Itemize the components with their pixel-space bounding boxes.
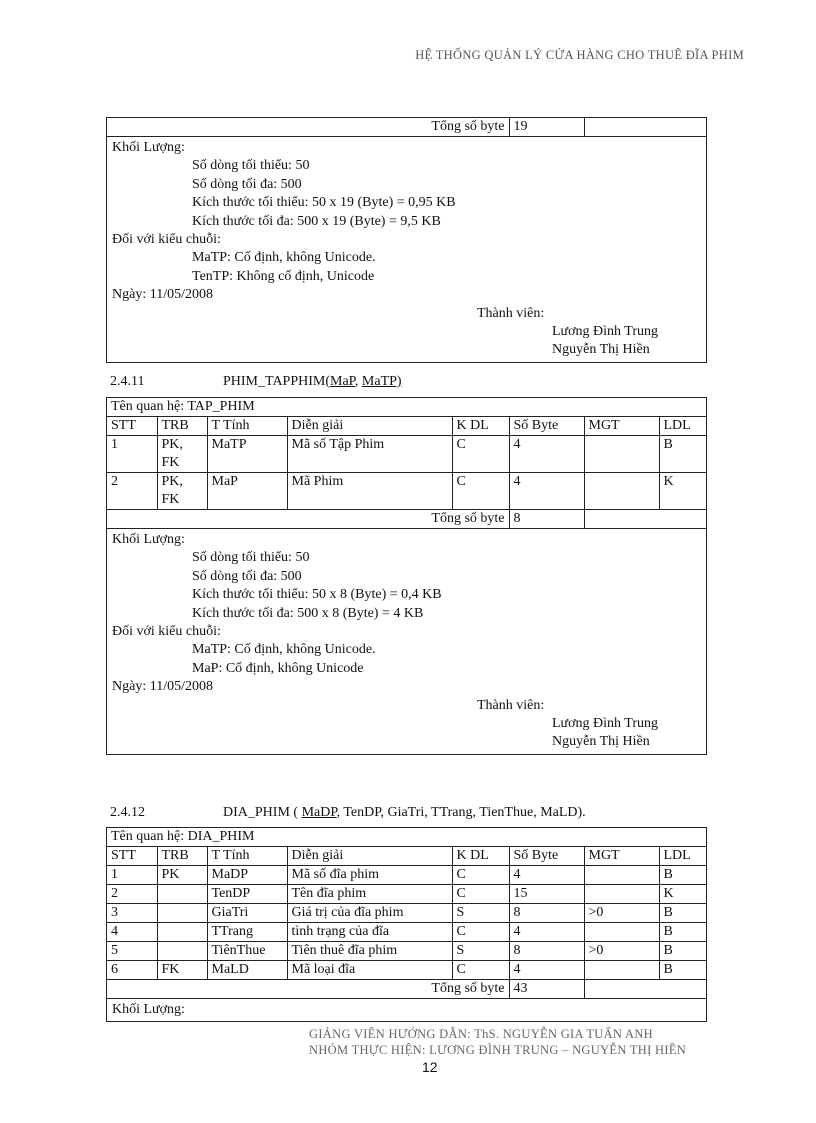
- string-types-title: Đối với kiểu chuỗi:: [112, 624, 221, 640]
- volume-title: Khối Lượng:: [112, 532, 185, 547]
- min-rows: Số dòng tối thiểu: 50: [192, 550, 310, 566]
- member-1: Lương Đình Trung: [552, 716, 659, 732]
- member-2: Nguyễn Thị Hiền: [552, 734, 650, 750]
- footer-team: NHÓM THỰC HIỆN: LƯƠNG ĐÌNH TRUNG – NGUYỄN THỊ HIỀN: [309, 1043, 687, 1057]
- table-row: 3 GiaTri Giá trị của đĩa phim S 8 >0 B: [107, 904, 706, 923]
- date: Ngày: 11/05/2008: [112, 287, 213, 303]
- date: Ngày: 11/05/2008: [112, 679, 213, 695]
- total-value: 19: [509, 118, 584, 137]
- table-row: 4 TTrang tình trạng của đĩa C 4 B: [107, 923, 706, 942]
- volume-section: [107, 999, 706, 1021]
- table-row: 1 PK MaDP Mã số đĩa phim C 4 B: [107, 866, 706, 885]
- relation-name: Tên quan hệ: DIA_PHIM: [107, 828, 706, 847]
- section-number: 2.4.11: [110, 374, 145, 389]
- attribute-table: [107, 847, 706, 980]
- total-row: [107, 118, 706, 137]
- member-2: Nguyễn Thị Hiền: [552, 342, 650, 358]
- table-row: 6 FK MaLD Mã loại đĩa C 4 B: [107, 961, 706, 980]
- min-rows: Số dòng tối thiểu: 50: [192, 158, 310, 174]
- volume-section: [107, 529, 706, 754]
- section-attrs: , TenDP, GiaTri, TTrang, TienThue, MaLD).: [336, 805, 586, 820]
- min-size: Kích thước tối thiểu: 50 x 8 (Byte) = 0,4 KB: [192, 587, 442, 603]
- table-tap-phim: [106, 397, 707, 755]
- volume-title: Khối Lượng:: [112, 1002, 185, 1017]
- member-1: Lương Đình Trung: [552, 324, 659, 340]
- string-type-2: TenTP: Không cố định, Unicode: [192, 268, 375, 284]
- max-size: Kích thước tối đa: 500 x 8 (Byte) = 4 KB: [192, 605, 424, 621]
- total-label: Tổng số byte: [107, 980, 509, 999]
- members-label: Thành viên:: [477, 697, 545, 713]
- relation-name: Tên quan hệ: TAP_PHIM: [107, 398, 706, 417]
- total-bytes-table: [107, 980, 706, 999]
- table-row: 2 PK, FK MaP Mã Phim C 4 K: [107, 473, 706, 510]
- key-1: MaP: [330, 374, 355, 389]
- header-row: STT TRB T Tính Diễn giải K DL Số Byte MGT LDL: [107, 417, 706, 436]
- total-row: [107, 510, 706, 529]
- total-value: 8: [509, 510, 584, 529]
- total-label: Tổng số byte: [107, 510, 509, 529]
- table-row: 1 PK, FK MaTP Mã số Tập Phim C 4 B: [107, 436, 706, 473]
- table-row: 5 TiênThue Tiên thuê đĩa phim S 8 >0 B: [107, 942, 706, 961]
- max-rows: Số dòng tối đa: 500: [192, 568, 302, 584]
- section-heading-2-4-12: [110, 805, 586, 821]
- section-name: PHIM_TAPPHIM(: [223, 374, 331, 389]
- header-row: STT TRB T Tính Diễn giải K DL Số Byte MGT LDL: [107, 847, 706, 866]
- table-dia-phim: [106, 827, 707, 1022]
- total-value: 43: [509, 980, 584, 999]
- volume-title: Khối Lượng:: [112, 140, 185, 155]
- string-types-title: Đối với kiểu chuỗi:: [112, 232, 221, 248]
- section-number: 2.4.12: [110, 805, 145, 820]
- max-size: Kích thước tối đa: 500 x 19 (Byte) = 9,5 KB: [192, 213, 441, 229]
- attribute-table: [107, 417, 706, 510]
- total-row: [107, 980, 706, 999]
- string-type-2: MaP: Cố định, không Unicode: [192, 660, 364, 676]
- table-row: 2 TenDP Tên đĩa phim C 15 K: [107, 885, 706, 904]
- string-type-1: MaTP: Cố định, không Unicode.: [192, 250, 376, 266]
- total-label: Tổng số byte: [107, 118, 509, 137]
- footer-advisor: GIẢNG VIÊN HƯỚNG DẪN: ThS. NGUYỄN GIA TUẤN ANH: [309, 1027, 653, 1041]
- page-number: 12: [422, 1059, 438, 1075]
- members-label: Thành viên:: [477, 305, 545, 321]
- key-2: MaTP): [361, 374, 402, 389]
- key-1: MaDP: [301, 805, 337, 820]
- page-header: HỆ THỐNG QUẢN LÝ CỬA HÀNG CHO THUÊ ĐĨA PHIM: [415, 48, 744, 62]
- total-bytes-table: [107, 118, 706, 137]
- volume-section: [107, 137, 706, 362]
- table-continuation: [106, 117, 707, 363]
- section-name: DIA_PHIM (: [223, 805, 302, 820]
- section-heading-2-4-11: 2.4.11 PHIM_TAPPHIM(MaP, MaTP): [110, 374, 402, 389]
- max-rows: Số dòng tối đa: 500: [192, 176, 302, 192]
- min-size: Kích thước tối thiểu: 50 x 19 (Byte) = 0,95 KB: [192, 195, 456, 211]
- total-bytes-table: [107, 510, 706, 529]
- string-type-1: MaTP: Cố định, không Unicode.: [192, 642, 376, 658]
